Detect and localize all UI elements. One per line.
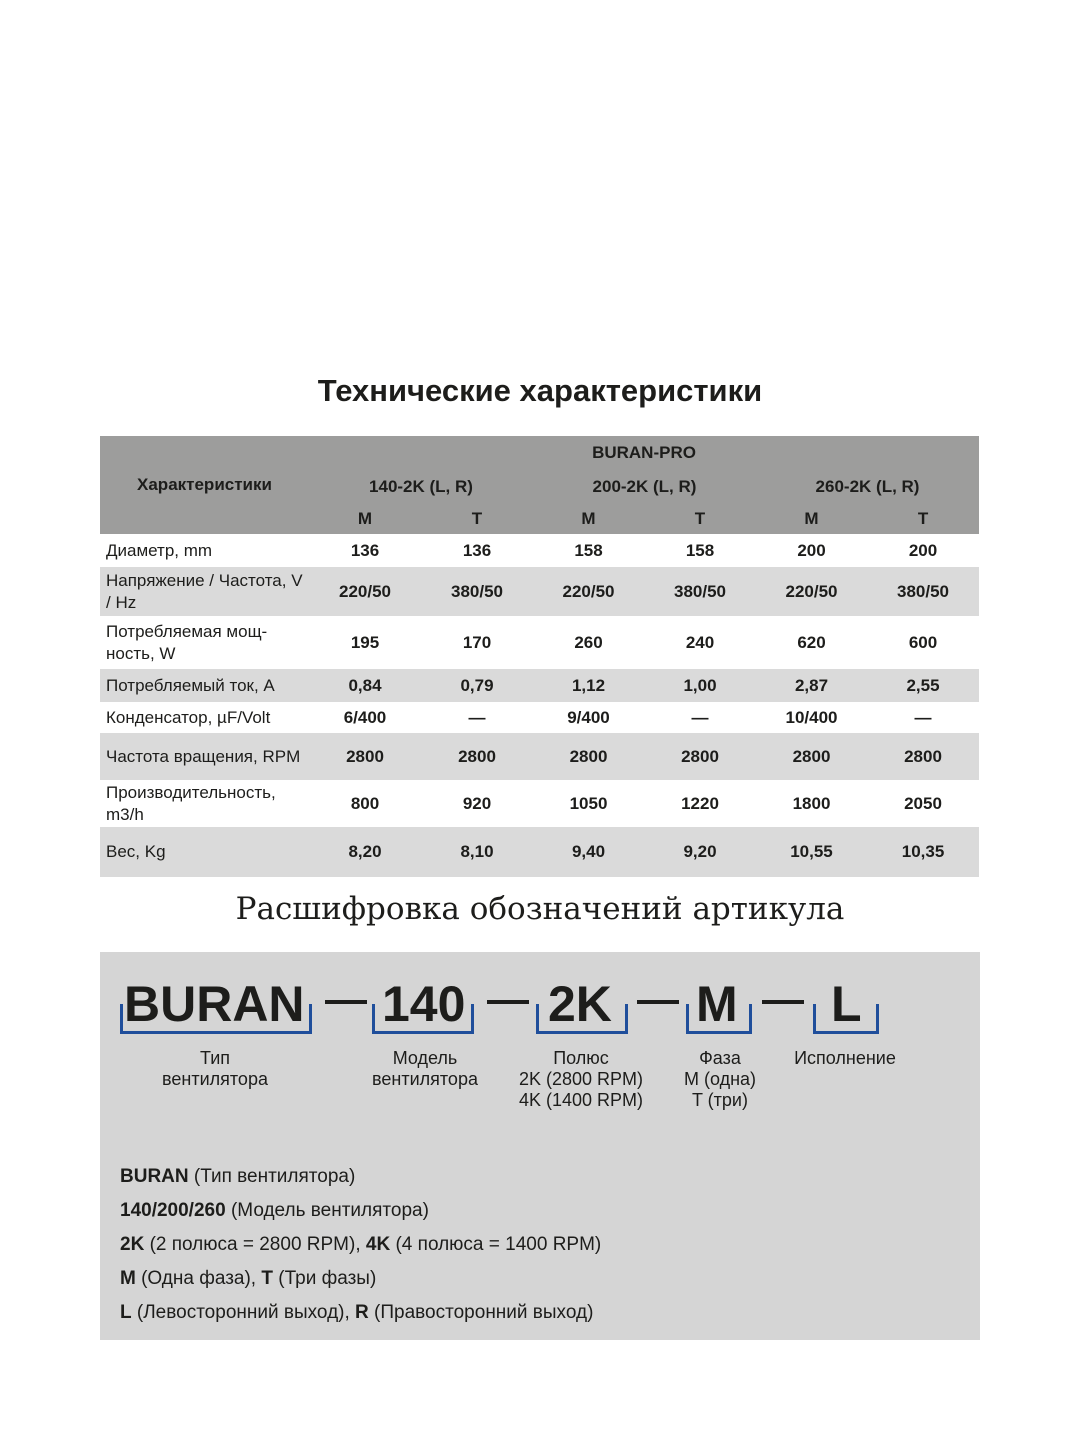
header-phase: T [867, 503, 979, 534]
table-cell: 2800 [756, 733, 867, 780]
table-cell: 9,20 [644, 827, 756, 877]
table-cell: 220/50 [756, 567, 867, 616]
table-row [100, 702, 979, 733]
table-cell: 195 [350, 632, 380, 652]
table-cell: 136 [462, 540, 492, 560]
bracket-pole [536, 1004, 628, 1034]
table-cell: 920 [462, 793, 492, 813]
segment-phase: M [696, 976, 738, 1032]
caption-version: Исполнение [794, 1048, 896, 1068]
table-cell: 0,79 [421, 669, 533, 702]
table-cell: 1050 [569, 793, 608, 813]
header-phase: T [644, 503, 756, 534]
bracket-model [372, 1004, 474, 1034]
decode-panel [100, 952, 980, 1340]
bracket-version [813, 1004, 879, 1034]
table-cell: 1800 [792, 793, 831, 813]
table-cell: 260 [574, 632, 603, 652]
specs-table [100, 436, 979, 877]
table-row [100, 669, 979, 702]
table-cell: 8,20 [309, 827, 421, 877]
row-label: Вес, Kg [100, 827, 309, 877]
header-series: BURAN-PRO [309, 436, 979, 470]
table-cell: 1,12 [533, 669, 644, 702]
header-model: 200-2K (L, R) [533, 470, 756, 503]
table-cell: 158 [685, 540, 715, 560]
header-phase: M [533, 503, 644, 534]
segment-version: L [831, 976, 862, 1032]
table-cell: 220/50 [309, 567, 421, 616]
page-title: Технические характеристики [317, 373, 763, 408]
caption-type: Тип вентилятора [162, 1048, 268, 1089]
table-cell: 10/400 [785, 707, 838, 727]
bracket-phase [686, 1004, 752, 1034]
header-characteristics: Характеристики [100, 436, 309, 534]
row-label: Потребляемая мощ-ность, W [106, 621, 268, 663]
table-cell: 2800 [421, 733, 533, 780]
table-row [100, 827, 979, 877]
dash-separator [487, 1000, 529, 1004]
table-cell: 170 [462, 632, 492, 652]
table-cell: 136 [350, 540, 380, 560]
table-cell: 2,87 [756, 669, 867, 702]
table-row [100, 616, 979, 669]
table-cell: 380/50 [867, 567, 979, 616]
caption-phase: Фаза M (одна) T (три) [683, 1048, 757, 1110]
table-cell: — [691, 707, 709, 727]
table-cell: 10,35 [867, 827, 979, 877]
table-row [100, 733, 979, 780]
table-cell: 240 [685, 632, 715, 652]
table-cell: 2050 [904, 793, 942, 813]
table-cell: 2800 [867, 733, 979, 780]
table-cell: — [468, 707, 486, 727]
legend-line: 140/200/260 (Модель вентилятора) [120, 1200, 429, 1221]
table-cell: 0,84 [309, 669, 421, 702]
table-cell: 158 [574, 540, 603, 560]
header-model: 140-2K (L, R) [309, 470, 533, 503]
table-cell: 9/400 [567, 707, 610, 727]
table-cell: 600 [908, 632, 938, 652]
bracket-type [120, 1004, 312, 1034]
table-row [100, 534, 979, 567]
segment-pole: 2K [548, 976, 612, 1032]
table-cell: 380/50 [644, 567, 756, 616]
legend-line: M (Одна фаза), T (Три фазы) [120, 1268, 377, 1289]
caption-pole: Полюс 2K (2800 RPM) 4K (1400 RPM) [518, 1048, 644, 1110]
table-cell: 200 [908, 540, 938, 560]
table-cell: 1,00 [644, 669, 756, 702]
header-phase: T [421, 503, 533, 534]
table-cell: 220/50 [533, 567, 644, 616]
row-label: Производительность, m3/h [106, 782, 276, 824]
row-label: Диаметр, mm [106, 540, 213, 560]
table-cell: 6/400 [343, 707, 387, 727]
table-cell: 800 [350, 793, 380, 813]
row-label: Напряжение / Частота, V / Hz [100, 567, 309, 616]
table-cell: 2800 [533, 733, 644, 780]
dash-separator [325, 1000, 367, 1004]
table-cell: 9,40 [533, 827, 644, 877]
legend [120, 1160, 601, 1330]
header-phase: M [309, 503, 421, 534]
table-cell: 200 [797, 540, 826, 560]
row-label: Конденсатор, µF/Volt [106, 707, 271, 727]
row-label: Потребляемый ток, A [100, 669, 309, 702]
table-cell: 2,55 [867, 669, 979, 702]
row-label: Частота вращения, RPM [100, 733, 309, 780]
table-cell: 2800 [644, 733, 756, 780]
table-cell: 1220 [681, 793, 719, 813]
table-cell: 620 [797, 632, 826, 652]
legend-line: L (Левосторонний выход), R (Правосторонний выход) [120, 1302, 594, 1323]
table-row [100, 567, 979, 616]
table-cell: 2800 [309, 733, 421, 780]
decode-title: Расшифровка обозначений артикула [235, 891, 845, 927]
header-phase: M [756, 503, 867, 534]
caption-model: Модель вентилятора [372, 1048, 478, 1089]
table-cell: 8,10 [421, 827, 533, 877]
segment-model: 140 [382, 976, 466, 1032]
table-cell: 10,55 [756, 827, 867, 877]
header-model: 260-2K (L, R) [756, 470, 979, 503]
dash-separator [762, 1000, 804, 1004]
legend-line: BURAN (Тип вентилятора) [120, 1166, 356, 1187]
dash-separator [637, 1000, 679, 1004]
legend-line: 2K (2 полюса = 2800 RPM), 4K (4 полюса = 1400 RPM) [120, 1234, 602, 1255]
segment-type: BURAN [124, 976, 305, 1032]
table-cell: 380/50 [421, 567, 533, 616]
table-row [100, 780, 979, 827]
table-cell: — [914, 707, 932, 727]
